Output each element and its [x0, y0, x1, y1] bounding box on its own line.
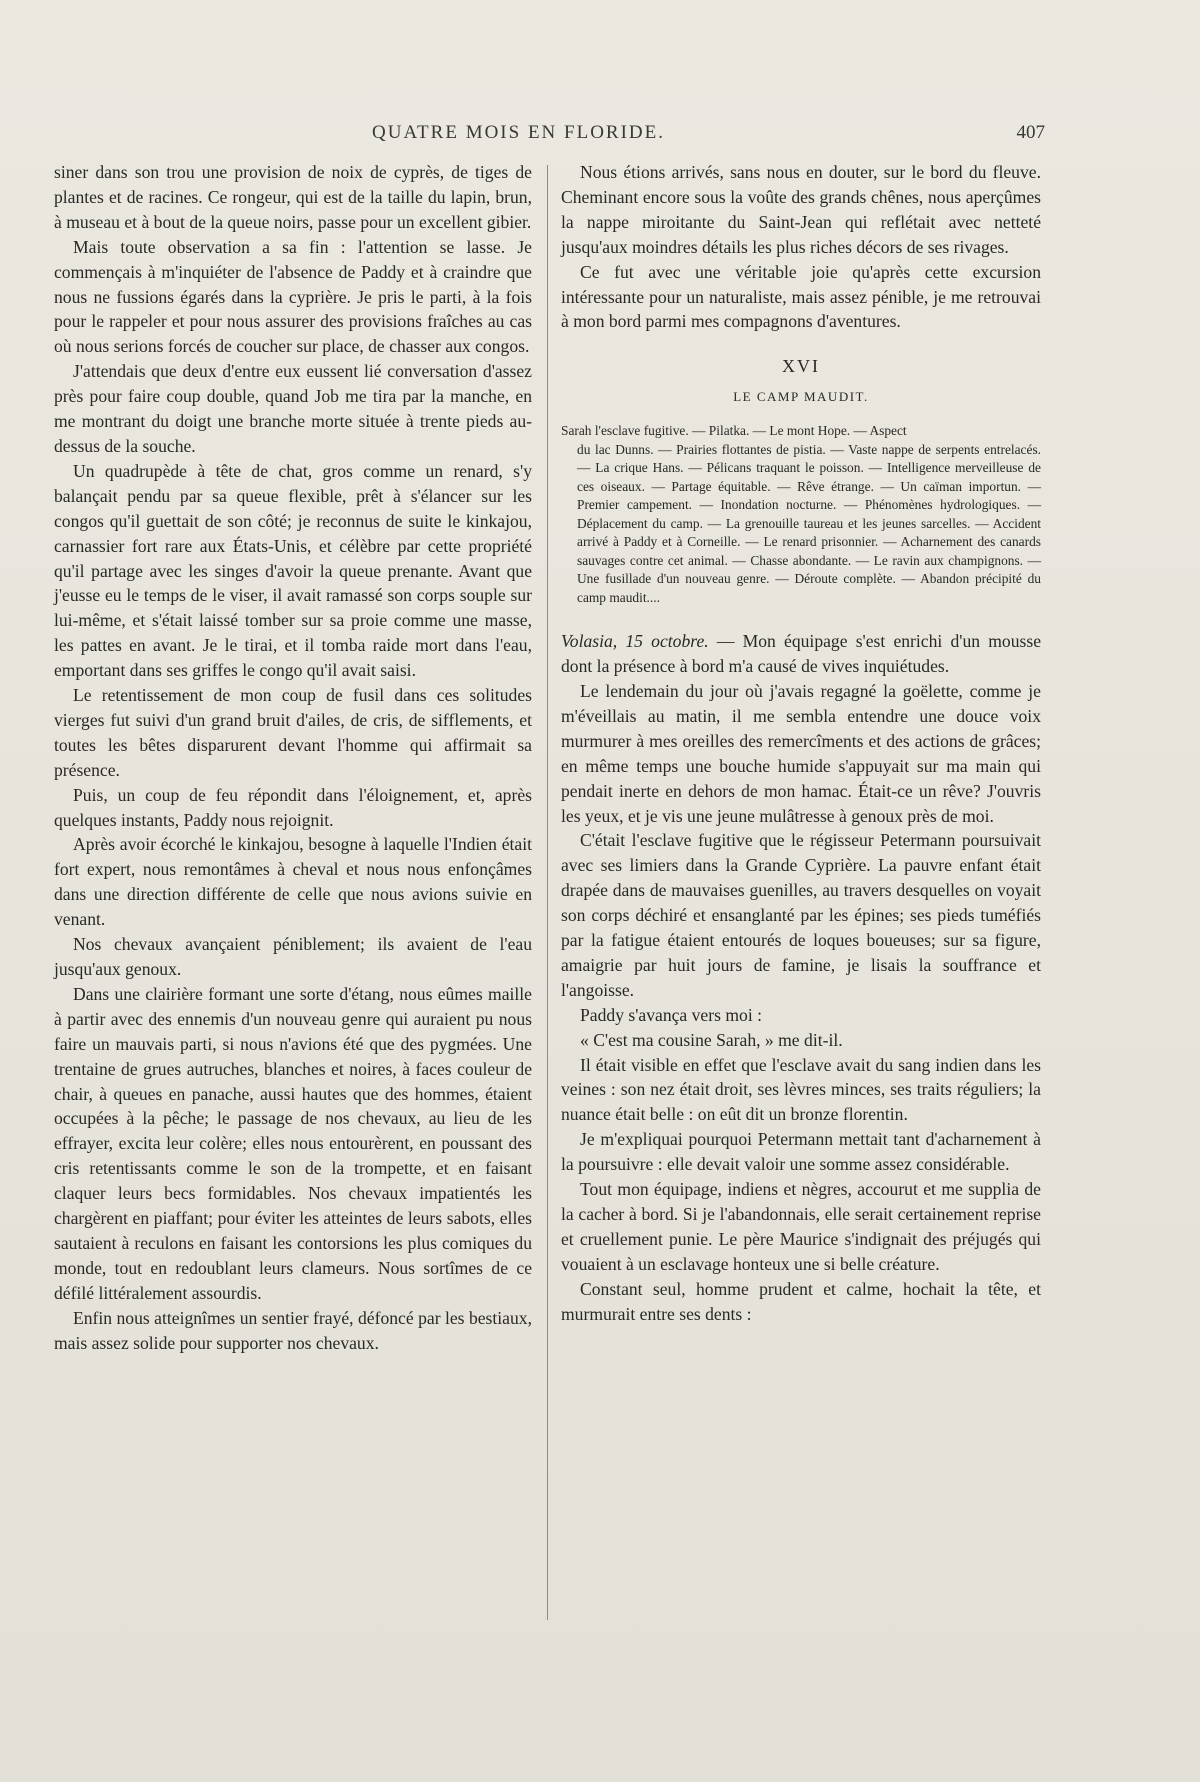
dateline-text: — Mon équipage s'est enrichi d'un mousse dont la présence à bord m'a causé de vives inquiétudes.: [561, 631, 1041, 677]
paragraph: Il était visible en effet que l'esclave avait du sang indien dans les veines : son nez était droit, ses lèvres minces, ses traits réguliers; la nuance était belle : on eût dit un bronze florentin.: [561, 1054, 1041, 1125]
quotation: « C'est ma cousine Sarah, » me dit-il.: [580, 1029, 843, 1050]
paragraph: Constant seul, homme prudent et calme, hochait la tête, et murmurait entre ses dents :: [561, 1278, 1041, 1324]
chapter-title: LE CAMP MAUDIT.: [733, 389, 869, 405]
dateline: Volasia, 15 octobre.: [561, 631, 709, 652]
paragraph: C'était l'esclave fugitive que le régisseur Petermann poursuivait avec ses limiers dans la Grande Cyprière. La pauvre enfant était drapée dans de mauvaises guenilles, au travers desquelles on voyait son corps déchiré et ensanglanté par les épines; ses pieds tuméfiés par la fatigue étaient entourés de loques boueuses; sur sa figure, amaigrie par huit jours de famine, je lisais la souffrance et l'angoisse.: [561, 830, 1041, 1000]
paragraph: Nos chevaux avançaient péniblement; ils avaient de l'eau jusqu'aux genoux.: [54, 934, 532, 979]
paragraph: Je m'expliquai pourquoi Petermann mettait tant d'acharnement à la poursuivre : elle devait valoir une somme assez considérable.: [561, 1129, 1041, 1175]
paragraph: Tout mon équipage, indiens et nègres, accourut et me supplia de la cacher à bord. Si je l'abandonnais, elle serait certainement reprise et cruellement punie. Le père Maurice s'indignait des préjugés qui vouaient à un esclavage honteux une si belle créature.: [561, 1179, 1041, 1274]
summary-first-line: Sarah l'esclave fugitive. — Pilatka. — Le mont Hope. — Aspect: [561, 423, 907, 439]
paragraph: Un quadrupède à tête de chat, gros comme un renard, s'y balançait pendu par sa queue flexible, prêt à s'élancer sur les congos qu'il guettait de son côté; je reconnus de suite le kinkajou, carnassier fort rare aux États-Unis, et célèbre par cette propriété qu'il partage avec les singes d'avoir la queue prenante. Avant que j'eusse eu le temps de le viser, il avait ramassé son corps souple sur lui-même, et s'était laissé tomber sur sa proie comme une masse, les pattes en avant. Je le tirai, et il tomba raide mort dans l'eau, emportant dans ses griffes le congo qu'il avait saisi.: [54, 460, 532, 681]
chapter-summary: [561, 422, 1041, 607]
summary-continuation: du lac Dunns. — Prairies flottantes de pistia. — Vaste nappe de serpents entrelacés. — La crique Hans. — Pélicans traquant le poisson. — Intelligence merveilleuse de ces oiseaux. — Partage équitable. — Rêve étrange. — Un caïman importun. — Premier campement. — Inondation nocturne. — Phénomènes hydrologiques. — Déplacement du camp. — La grenouille taureau et les jeunes sarcelles. — Accident arrivé à Paddy et à Corneille. — Le renard prisonnier. — Acharnement des canards sauvages contre cet animal. — Chasse abondante. — Le ravin aux champignons. — Une fusillade d'un nouveau genre. — Déroute complète. — Abandon précipité du camp maudit....: [577, 441, 1041, 605]
paragraph: J'attendais que deux d'entre eux eussent lié conversation d'assez près pour faire coup double, quand Job me tira par la manche, en me montrant du doigt une branche morte située à trente pieds au-dessus de la souche.: [54, 361, 532, 456]
paragraph: Le retentissement de mon coup de fusil dans ces solitudes vierges fut suivi d'un grand bruit d'ailes, de cris, de sifflements, et toutes les bêtes disparurent devant l'homme qui affirmait sa présence.: [54, 685, 532, 780]
paragraph: Dans une clairière formant une sorte d'étang, nous eûmes maille à partir avec des ennemis d'un nouveau genre qui auraient pu nous faire un mauvais parti, si nous n'avions été que des pygmées. Une trentaine de grues autruches, blanches et noires, à faces couleur de chair, à queues en panache, aussi hautes que des hommes, étaient occupées à la pêche; le passage de nos chevaux, au lieu de les effrayer, excita leur colère; elles nous entourèrent, en poussant des cris retentissants comme le son de la trompette, et en faisant claquer leurs becs formidables. Nos chevaux impatientés les chargèrent en piaffant; pour éviter les atteintes de leurs sabots, elles sautaient à reculons en faisant les contorsions les plus comiques du monde, tout en redoublant leurs clameurs. Nous sortîmes de ce défilé littéralement assourdis.: [54, 983, 532, 1303]
paragraph: Paddy s'avança vers moi :: [580, 1004, 762, 1025]
paragraph: Nous étions arrivés, sans nous en douter, sur le bord du fleuve. Cheminant encore sous la voûte des grands chênes, nous aperçûmes la nappe miroitante du Saint-Jean qui reflétait avec netteté jusqu'aux moindres détails les plus riches décors de ses rivages.: [561, 162, 1041, 257]
paragraph: Le lendemain du jour où j'avais regagné la goëlette, comme je m'éveillais au matin, il me sembla entendre une douce voix murmurer à mes oreilles des remercîments et des actions de grâces; en même temps une bouche humide s'appuyait sur ma main qui pendait inerte en dehors de mon hamac. Était-ce un rêve? J'ouvris les yeux, et je vis une jeune mulâtresse à genoux près de moi.: [561, 680, 1041, 826]
paragraph: Ce fut avec une véritable joie qu'après cette excursion intéressante pour un naturaliste, mais assez pénible, je me retrouvai à mon bord parmi mes compagnons d'aventures.: [561, 261, 1041, 332]
right-column: [561, 160, 1041, 1327]
column-divider: [547, 165, 548, 1620]
page-number: 407: [1016, 122, 1045, 143]
paragraph: Puis, un coup de feu répondit dans l'éloignement, et, après quelques instants, Paddy nous rejoignit.: [54, 784, 532, 830]
paragraph: Enfin nous atteignîmes un sentier frayé, défoncé par les bestiaux, mais assez solide pour supporter nos chevaux.: [54, 1307, 532, 1353]
chapter-number: XVI: [782, 356, 820, 377]
running-title: QUATRE MOIS EN FLORIDE.: [372, 122, 665, 143]
paragraph: Mais toute observation a sa fin : l'attention se lasse. Je commençais à m'inquiéter de l'absence de Paddy et à craindre que nous ne fussions égarés dans la cyprière. Je pris le parti, à la fois pour le rappeler et pour nous assurer des provisions fraîches au cas où nous serions forcés de coucher sur place, de chasser aux congos.: [54, 236, 532, 357]
paragraph: siner dans son trou une provision de noix de cyprès, de tiges de plantes et de racines. Ce rongeur, qui est de la taille du lapin, brun, à museau et à bout de la queue noirs, passe pour un excellent gibier.: [54, 162, 532, 232]
left-column: [54, 160, 532, 1356]
dated-paragraph: [561, 629, 1041, 679]
paragraph: Après avoir écorché le kinkajou, besogne à laquelle l'Indien était fort expert, nous remontâmes à cheval et nous nous enfonçâmes dans une direction différente de celle que nous avions suivie en venant.: [54, 834, 532, 930]
